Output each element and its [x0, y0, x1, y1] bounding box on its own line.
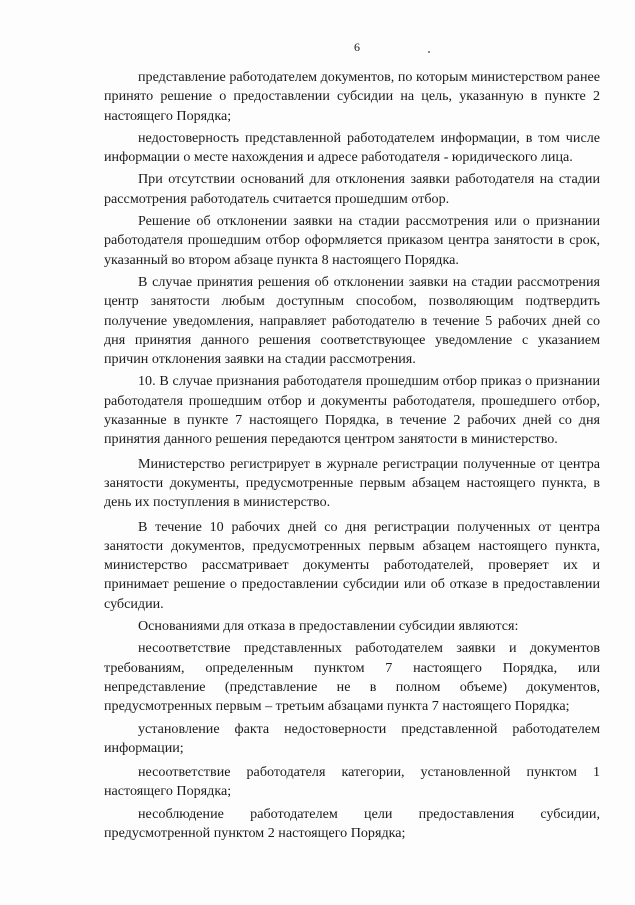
paragraph-13: несоблюдение работодателем цели предоставления субсидии, предусмотренной пунктом 2 настоящего Порядка;	[104, 805, 600, 841]
paragraph-6: 10. В случае признания работодателя прошедшим отбор приказ о признании работодателя прошедшим отбор и документы работодателя, прошедшего отбор, указанные в пункте 7 настоящего Порядка, в течение 2 рабочих дней со дня принятия данного решения передаются центром занятости в министерство.	[104, 373, 600, 448]
paragraph-2: недостоверность представленной работодателем информации, в том числе информации о месте нахождения и адресе работодателя - юридического лица.	[104, 129, 600, 166]
page-number: 6	[354, 40, 360, 54]
paragraph-11: установление факта недостоверности представленной работодателем информации;	[104, 720, 600, 756]
scan-speck	[428, 51, 430, 53]
paragraph-12: несоответствие работодателя категории, установленной пунктом 1 настоящего Порядка;	[104, 764, 600, 800]
paragraph-9: Основаниями для отказа в предоставлении субсидии являются:	[138, 618, 519, 635]
document-body	[104, 68, 600, 846]
paragraph-10: несоответствие представленных работодателем заявки и документов требованиям, определенным пунктом 7 настоящего Порядка, или непредставление (представление не в полном объеме) документов, предусмотренных первым – третьим абзацами пункта 7 настоящего Порядка;	[104, 640, 600, 715]
paragraph-1: представление работодателем документов, по которым министерством ранее принято решение о предоставлении субсидии на цель, указанную в пункте 2 настоящего Порядка;	[104, 69, 600, 124]
paragraph-5: В случае принятия решения об отклонении заявки на стадии рассмотрения центр занятости любым доступным способом, позволяющим подтвердить получение уведомления, направляет работодателю в течение 5 рабочих дней со дня принятия данного решения соответствующее уведомление с указанием причин отклонения заявки на стадии рассмотрения.	[104, 273, 600, 368]
paragraph-7: Министерство регистрирует в журнале регистрации полученные от центра занятости документы, предусмотренные первым абзацем настоящего пункта, в день их поступления в министерство.	[104, 455, 600, 511]
paragraph-3: При отсутствии оснований для отклонения заявки работодателя на стадии рассмотрения работодатель считается прошедшим отбор.	[104, 171, 600, 207]
paragraph-8: В течение 10 рабочих дней со дня регистрации полученных от центра занятости документов, предусмотренных первым абзацем настоящего пункта, министерство рассматривает документы работодателей, проверяет их и принимает решение о предоставлении субсидии или об отказе в предоставлении субсидии.	[104, 518, 600, 612]
paragraph-4: Решение об отклонении заявки на стадии рассмотрения или о признании работодателя прошедшим отбор оформляется приказом центра занятости в срок, указанный во втором абзаце пункта 8 настоящего Порядка.	[104, 213, 600, 268]
